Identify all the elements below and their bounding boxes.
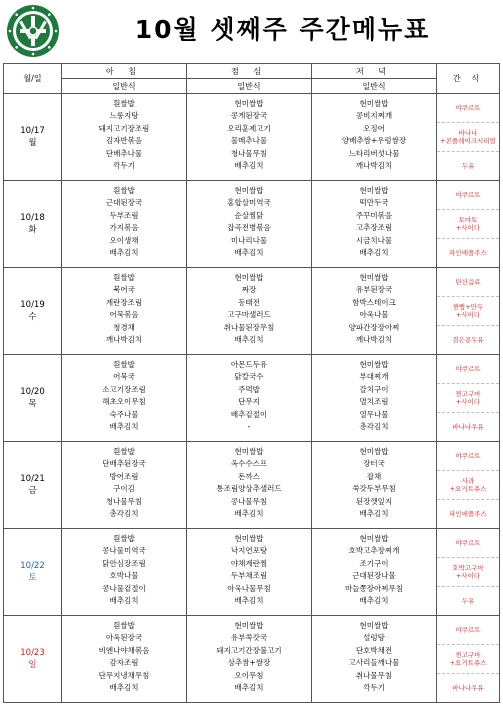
menu-item: 낙지연포탕	[230, 546, 268, 556]
menu-item: 시금치나물	[355, 235, 393, 245]
dinner-cell	[312, 529, 437, 616]
day-of-week: 화	[28, 225, 37, 235]
menu-item: 쑥갓두부무침	[352, 484, 396, 494]
menu-item: 깨나박김치	[355, 161, 393, 171]
menu-item: 배추김치	[359, 596, 389, 606]
menu-item: 느타리버섯나물	[348, 148, 400, 158]
school-emblem-icon	[6, 4, 60, 58]
menu-item: 현미쌀밥	[359, 447, 389, 456]
menu-item: 단배추나물	[105, 148, 143, 158]
header-type-dinner: 일반식	[312, 79, 437, 94]
day-row	[4, 181, 500, 268]
menu-item: 흰쌀밥	[113, 621, 135, 630]
menu-item: 해초오이무침	[102, 397, 146, 407]
menu-item: 떡만두국	[359, 198, 389, 208]
menu-item: 흰쌀밥	[113, 534, 135, 543]
day-of-week: 금	[28, 486, 37, 496]
day-of-week: 목	[28, 399, 37, 409]
day-date: 10/20	[20, 387, 45, 397]
menu-item: 주꾸미볶음	[355, 210, 393, 220]
menu-item: 어묵국	[113, 372, 135, 382]
snack-item: 두유	[461, 597, 475, 605]
snack-cell	[437, 442, 500, 529]
menu-item: 김자반볶음	[105, 136, 143, 146]
dinner-cell	[312, 268, 437, 355]
day-of-week: 토	[28, 573, 37, 583]
day-date: 10/21	[20, 474, 45, 484]
menu-item: 조기구이	[359, 558, 389, 568]
menu-item: 닭안심장조림	[102, 558, 146, 568]
menu-item: 오징어	[363, 123, 385, 133]
menu-item: 물메추나물	[230, 136, 268, 146]
dinner-cell	[312, 442, 437, 529]
menu-item: 청경채	[113, 322, 135, 332]
day-row	[4, 355, 500, 442]
menu-item: 고사리들깨나물	[348, 658, 400, 668]
lunch-cell	[187, 355, 312, 442]
snack-item: 야쿠르트	[437, 355, 499, 384]
menu-item: 미나리나물	[230, 235, 268, 245]
day-row	[4, 616, 500, 703]
day-cell	[4, 268, 62, 355]
menu-item: 현미쌀밥	[234, 273, 264, 282]
menu-item: 배추김치	[234, 248, 264, 258]
menu-item: 깍두기	[113, 161, 135, 171]
menu-item: 감자조림	[109, 658, 139, 668]
menu-item: 흰쌀밥	[113, 360, 135, 369]
snack-item: 사과 +요거트쥬스	[437, 471, 499, 500]
menu-item: 유부쑥갓국	[230, 633, 268, 643]
snack-cell	[437, 355, 500, 442]
menu-item: 단무지냉채무침	[98, 670, 150, 680]
menu-item: 배추김치	[109, 248, 139, 258]
menu-item: 동태전	[238, 297, 260, 307]
menu-item: 현미쌀밥	[359, 273, 389, 282]
day-date: 10/18	[20, 213, 45, 223]
menu-item: 비엔나야채볶음	[98, 645, 150, 655]
dinner-cell	[312, 616, 437, 703]
menu-item: 깨나박김치	[105, 335, 143, 345]
menu-item: 양파간장장아찌	[348, 322, 400, 332]
snack-item: 파인애플주스	[449, 249, 487, 257]
snack-cell	[437, 94, 500, 181]
menu-item: 계란장조림	[105, 297, 143, 307]
menu-item: 단무지	[238, 397, 260, 407]
menu-item: 깨나박김치	[355, 335, 393, 345]
menu-item: 잡곡전병볶음	[227, 223, 271, 233]
breakfast-cell	[62, 355, 187, 442]
menu-item: 호박나물	[109, 571, 139, 581]
menu-item: 현미쌀밥	[234, 621, 264, 630]
day-date: 10/23	[20, 648, 45, 658]
header-day: 월/일	[4, 64, 62, 94]
menu-item: -	[247, 422, 251, 432]
menu-item: 닭칼국수	[234, 372, 264, 382]
menu-item: 주먹밥	[238, 384, 260, 394]
menu-item: 호박고추장찌개	[348, 546, 400, 556]
menu-item: 콩비지찌개	[355, 111, 393, 121]
menu-item: 단호박채전	[355, 645, 393, 655]
lunch-cell	[187, 442, 312, 529]
snack-cell	[437, 529, 500, 616]
menu-item: 느룽지탕	[109, 111, 139, 121]
snack-item: 야쿠르트	[437, 94, 499, 123]
menu-item: 현미쌀밥	[359, 534, 389, 543]
header-type-lunch: 일반식	[187, 79, 312, 94]
menu-item: 배추김치	[359, 509, 389, 519]
breakfast-cell	[62, 268, 187, 355]
menu-item: 북어국	[113, 285, 135, 295]
menu-item: 현미쌀밥	[359, 621, 389, 630]
menu-item: 짜장	[241, 285, 257, 295]
day-row	[4, 94, 500, 181]
menu-item: 아몬드두유	[230, 360, 268, 369]
snack-item: 탄산음료	[437, 268, 499, 297]
snack-item: 야쿠르트	[437, 616, 499, 645]
menu-item: 배추김치	[109, 422, 139, 432]
menu-item: 현미쌀밥	[359, 186, 389, 195]
menu-item: 고추장조림	[355, 223, 393, 233]
menu-item: 배추김치	[234, 161, 264, 171]
menu-item: 돈까스	[238, 471, 260, 481]
menu-item: 콩나물무침	[230, 496, 268, 506]
menu-item: 배추김치	[109, 683, 139, 693]
lunch-cell	[187, 529, 312, 616]
menu-item: 양배추쌈+우렁쌈장	[341, 136, 407, 146]
menu-item: 오이생채	[109, 235, 139, 245]
snack-item: 호박고구마 +사이다	[437, 558, 499, 587]
day-cell	[4, 355, 62, 442]
snack-item: 야쿠르트	[437, 442, 499, 471]
day-cell	[4, 529, 62, 616]
lunch-cell	[187, 268, 312, 355]
day-date: 10/22	[20, 561, 45, 571]
menu-item: 현미쌀밥	[234, 447, 264, 456]
snack-item: 바나나우유	[452, 423, 484, 431]
menu-item: 구이김	[113, 484, 135, 494]
menu-item: 상추쌈+쌈장	[227, 658, 271, 668]
dinner-cell	[312, 94, 437, 181]
menu-item: 현미쌀밥	[234, 186, 264, 195]
day-row	[4, 529, 500, 616]
menu-item: 청나물무침	[230, 148, 268, 158]
header-lunch: 점 심	[187, 64, 312, 79]
menu-item: 옥수수스프	[230, 459, 268, 469]
snack-item: 검은콩두유	[452, 336, 484, 344]
menu-item: 방어조림	[109, 471, 139, 481]
menu-item: 현미쌀밥	[234, 99, 264, 108]
menu-item: 현미쌀밥	[359, 99, 389, 108]
menu-item: 숙주나물	[109, 409, 139, 419]
menu-item: 어묵볶음	[109, 310, 139, 320]
menu-item: 배추김치	[359, 248, 389, 258]
menu-item: 배추김치	[234, 509, 264, 519]
menu-item: 두부조림	[109, 210, 139, 220]
menu-item: 순살찜닭	[234, 210, 264, 220]
menu-item: 취나물된장무침	[223, 322, 275, 332]
menu-item: 오리훈제고기	[227, 123, 271, 133]
menu-item: 함박스테이크	[352, 297, 396, 307]
menu-item: 열무나물	[359, 409, 389, 419]
breakfast-cell	[62, 94, 187, 181]
menu-item: 갈치구이	[359, 384, 389, 394]
menu-item: 야채계란찜	[230, 558, 268, 568]
snack-item: 파인애플주스	[449, 510, 487, 518]
snack-item: 야쿠르트	[437, 529, 499, 558]
snack-item: 바나나우유	[452, 684, 484, 692]
menu-item: 흰쌀밥	[113, 186, 135, 195]
menu-item: 잡채	[366, 471, 382, 481]
menu-item: 단배추된장국	[102, 459, 146, 469]
menu-item: 총각김치	[359, 422, 389, 432]
snack-item: 토마토 +사이다	[437, 210, 499, 239]
menu-item: 돼지고기간장불고기	[216, 645, 282, 655]
snack-item: 찐빵+만두 +사이다	[437, 297, 499, 326]
snack-item: 바나나 +콘플레이크시리얼	[437, 123, 499, 152]
menu-item: 아욱나물	[359, 310, 389, 320]
menu-item: 흰쌀밥	[113, 99, 135, 108]
menu-item: 깍두기	[363, 683, 385, 693]
menu-item: 유부된장국	[355, 285, 393, 295]
menu-item: 콩나물미역국	[102, 546, 146, 556]
lunch-cell	[187, 181, 312, 268]
page-title: 10월 셋째주 주간메뉴표	[134, 15, 431, 44]
menu-item: 가지볶음	[109, 223, 139, 233]
day-of-week: 수	[28, 312, 37, 322]
header-snack: 간 식	[437, 64, 500, 94]
menu-item: 고구마샐러드	[227, 310, 271, 320]
menu-item: 배추김치	[234, 596, 264, 606]
menu-item: 근대된장나물	[352, 571, 396, 581]
breakfast-cell	[62, 181, 187, 268]
menu-item: 장터국	[363, 459, 385, 469]
menu-item: 소고기장조림	[102, 384, 146, 394]
day-of-week: 일	[28, 660, 37, 670]
lunch-cell	[187, 94, 312, 181]
menu-item: 청나물무침	[105, 496, 143, 506]
menu-item: 돼지고기장조림	[98, 123, 150, 133]
menu-item: 배추김치	[234, 683, 264, 693]
menu-item: 설렁탕	[363, 633, 385, 643]
lunch-cell	[187, 616, 312, 703]
header-dinner: 저 녁	[312, 64, 437, 79]
menu-item: 배추겉절이	[230, 409, 268, 419]
menu-item: 아욱나물무침	[227, 583, 271, 593]
dinner-cell	[312, 181, 437, 268]
snack-item: 야쿠르트	[437, 181, 499, 210]
day-row	[4, 268, 500, 355]
header-type-breakfast: 일반식	[62, 79, 187, 94]
menu-item: 배추김치	[234, 335, 264, 345]
menu-item: 취나물무침	[355, 670, 393, 680]
snack-cell	[437, 616, 500, 703]
menu-item: 배추김치	[109, 596, 139, 606]
day-cell	[4, 442, 62, 529]
menu-item: 홍합살미역국	[227, 198, 271, 208]
menu-item: 부대찌개	[359, 372, 389, 382]
menu-item: 멸치조림	[359, 397, 389, 407]
weekly-menu-table	[3, 63, 500, 703]
menu-item: 현미쌀밥	[359, 360, 389, 369]
day-cell	[4, 616, 62, 703]
day-row	[4, 442, 500, 529]
breakfast-cell	[62, 616, 187, 703]
breakfast-cell	[62, 529, 187, 616]
menu-item: 마늘쫑장아찌무침	[345, 583, 403, 593]
snack-cell	[437, 181, 500, 268]
menu-item: 현미쌀밥	[234, 534, 264, 543]
dinner-cell	[312, 355, 437, 442]
menu-item: 총각김치	[109, 509, 139, 519]
menu-item: 콩나물겉절이	[102, 583, 146, 593]
menu-item: 두부채조림	[230, 571, 268, 581]
menu-item: 오이무침	[234, 670, 264, 680]
header-breakfast: 아 침	[62, 64, 187, 79]
menu-item: 근대된장국	[105, 198, 143, 208]
menu-item: 콩게된장국	[230, 111, 268, 121]
day-date: 10/17	[20, 126, 45, 136]
breakfast-cell	[62, 442, 187, 529]
day-of-week: 월	[28, 138, 37, 148]
snack-item: 두유	[461, 162, 475, 170]
snack-item: 찐고구마 +요거트쥬스	[437, 645, 499, 674]
day-date: 10/19	[20, 300, 45, 310]
snack-cell	[437, 268, 500, 355]
snack-item: 찐고구마 +사이다	[437, 384, 499, 413]
menu-item: 된장깻잎지	[355, 496, 393, 506]
menu-item: 아욱된장국	[105, 633, 143, 643]
menu-item: 흰쌀밥	[113, 273, 135, 282]
menu-item: 흰쌀밥	[113, 447, 135, 456]
day-cell	[4, 181, 62, 268]
day-cell	[4, 94, 62, 181]
menu-item: 통조림양상추샐러드	[216, 484, 282, 494]
